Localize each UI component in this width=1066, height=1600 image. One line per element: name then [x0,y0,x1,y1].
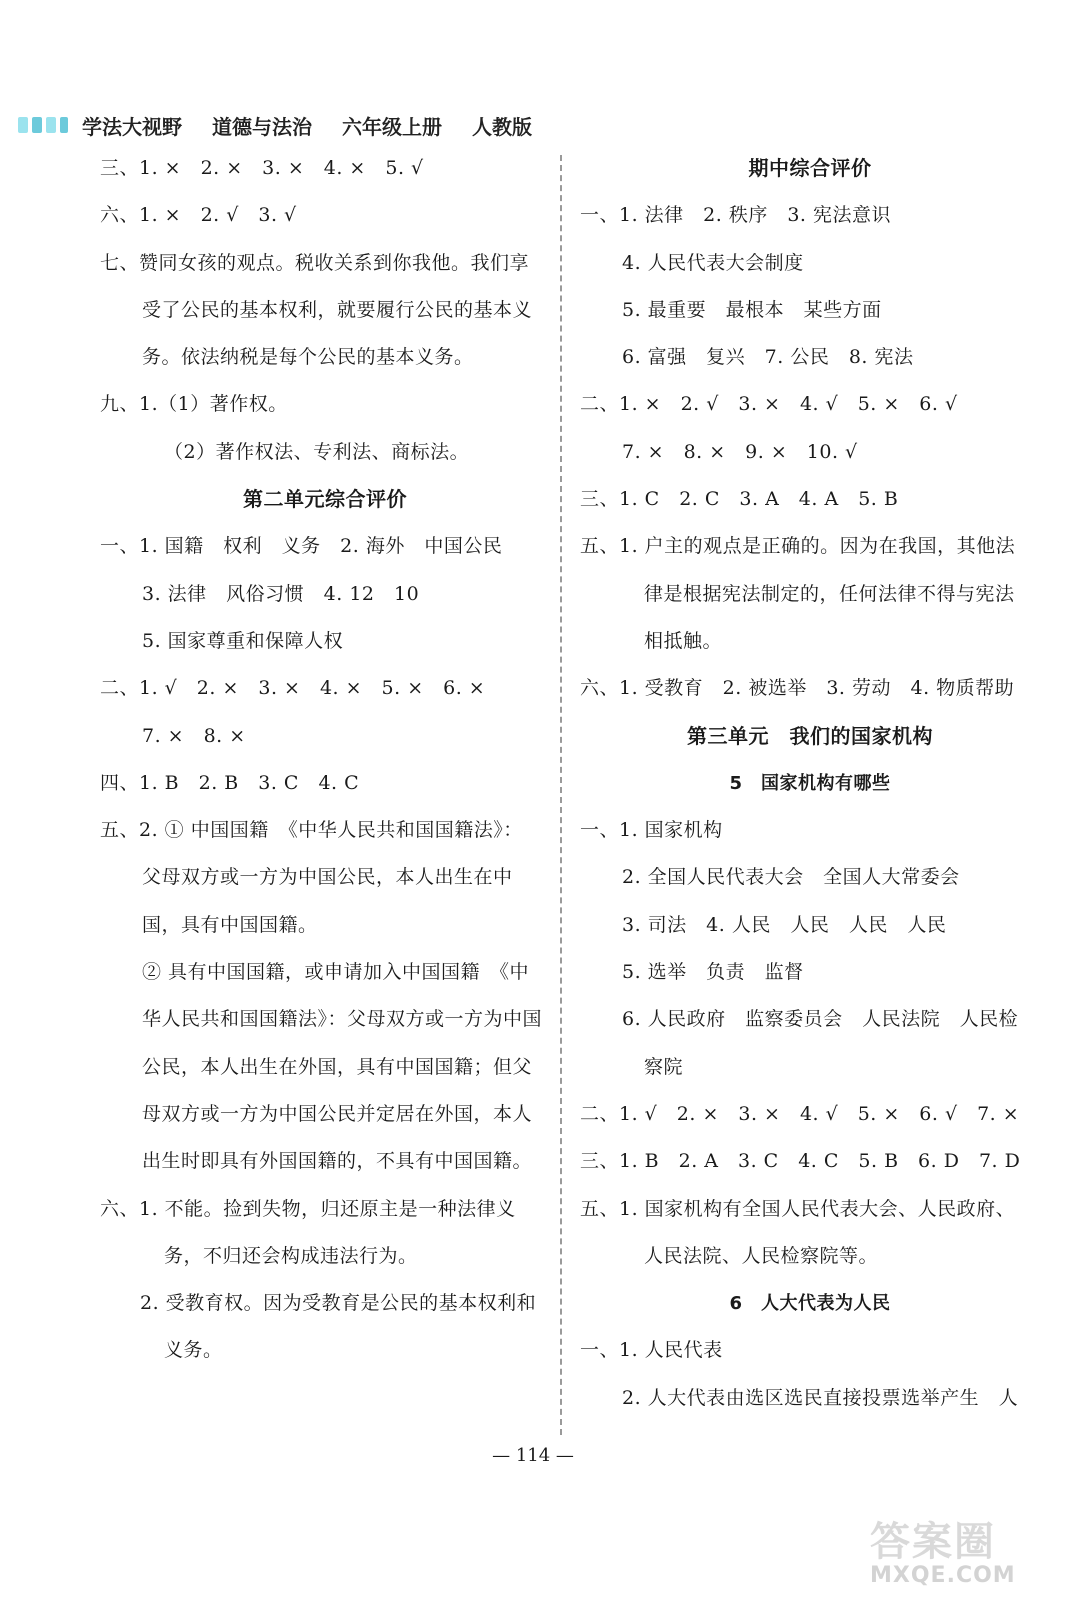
section-title: 第二单元综合评价 [243,487,407,512]
answer-line: 三、1. B 2. A 3. C 4. C 5. B 6. D 7. D [580,1150,1021,1173]
answer-line: 2. 全国人民代表大会 全国人大常委会 [622,866,960,889]
watermark-text: 答案圈 [870,1519,996,1565]
answer-line: 六、1. × 2. √ 3. √ [100,204,297,227]
answer-line: ② 具有中国国籍，或申请加入中国国籍 《中 [142,961,530,984]
lesson-title: 5 国家机构有哪些 [729,772,891,794]
answer-line: 6. 富强 复兴 7. 公民 8. 宪法 [622,346,914,369]
answer-line: 务。依法纳税是每个公民的基本义务。 [142,346,474,369]
answer-line: 公民，本人出生在外国，具有中国国籍；但父 [142,1055,533,1078]
answer-line: 相抵触。 [644,629,723,652]
answer-line: 六、1. 不能。捡到失物，归还原主是一种法律义 [100,1197,516,1220]
answer-line: 人民法院、人民检察院等。 [644,1244,879,1267]
watermark-url: MXQE.COM [870,1563,1016,1588]
answer-line: 义务。 [164,1339,223,1362]
column-divider [560,155,562,1435]
book-logo-icon [18,114,70,136]
answer-line: 受了公民的基本权利，就要履行公民的基本义 [142,298,533,321]
answer-line: 5. 国家尊重和保障人权 [142,629,344,652]
answer-line: 三、1. × 2. × 3. × 4. × 5. √ [100,157,424,179]
book-title: 学法大视野 [82,114,182,139]
right-column [580,145,1040,1422]
answer-line: 二、1. √ 2. × 3. × 4. √ 5. × 6. √ 7. × [580,1102,1020,1125]
edition-label: 人教版 [472,114,532,139]
answer-line: 出生时即具有外国国籍的，不具有中国国籍。 [142,1150,533,1173]
answer-line: 务，不归还会构成违法行为。 [164,1244,418,1267]
answer-line: 三、1. C 2. C 3. A 4. A 5. B [580,488,899,511]
answer-line: 律是根据宪法制定的，任何法律不得与宪法 [644,582,1015,605]
answer-line: 一、1. 国籍 权利 义务 2. 海外 中国公民 [100,535,503,558]
answer-line: 二、1. √ 2. × 3. × 4. × 5. × 6. × [100,677,486,700]
subject-label: 道德与法治 [212,114,312,139]
page-number: — 114 — [492,1445,574,1466]
answer-line: 7. × 8. × 9. × 10. √ [622,440,858,463]
answer-line: （2）著作权法、专利法、商标法。 [164,440,470,463]
answer-line: 四、1. B 2. B 3. C 4. C [100,771,360,794]
answer-line: 察院 [644,1055,684,1078]
answer-line: 五、2. ① 中国国籍 《中华人民共和国国籍法》： [100,819,523,842]
left-column [100,145,550,1375]
answer-line: 五、1. 国家机构有全国人民代表大会、人民政府、 [580,1197,1016,1220]
grade-label: 六年级上册 [342,114,442,139]
answer-line: 2. 人大代表由选区选民直接投票选举产生 人 [622,1386,1019,1409]
watermark-logo [870,1510,1055,1595]
answer-line: 五、1. 户主的观点是正确的。因为在我国，其他法 [580,535,1016,558]
answer-line: 2. 受教育权。因为受教育是公民的基本权利和 [140,1292,537,1315]
answer-line: 七、赞同女孩的观点。税收关系到你我他。我们享 [100,251,530,274]
answer-line: 父母双方或一方为中国公民，本人出生在中 [142,866,513,889]
section-title: 第三单元 我们的国家机构 [687,723,933,748]
lesson-title: 6 人大代表为人民 [729,1293,891,1315]
answer-line: 九、1.（1）著作权。 [100,393,288,416]
answer-line: 7. × 8. × [142,724,246,747]
answer-line: 华人民共和国国籍法》：父母双方或一方为中国 [142,1008,543,1031]
answer-line: 5. 选举 负责 监督 [622,961,804,984]
answer-line: 二、1. × 2. √ 3. × 4. √ 5. × 6. √ [580,393,958,416]
answer-line: 3. 法律 风俗习惯 4. 12 10 [142,582,420,605]
answer-line: 一、1. 法律 2. 秩序 3. 宪法意识 [580,204,892,227]
answer-line: 3. 司法 4. 人民 人民 人民 人民 [622,913,947,936]
answer-line: 母双方或一方为中国公民并定居在外国，本人 [142,1102,533,1125]
answer-line: 4. 人民代表大会制度 [622,251,804,274]
answer-line: 6. 人民政府 监察委员会 人民法院 人民检 [622,1008,1019,1031]
answer-line: 5. 最重要 最根本 某些方面 [622,298,882,321]
answer-line: 国，具有中国国籍。 [142,913,318,936]
answer-line: 一、1. 国家机构 [580,819,723,842]
page-header [18,110,562,140]
answer-line: 六、1. 受教育 2. 被选举 3. 劳动 4. 物质帮助 [580,677,1015,700]
section-title: 期中综合评价 [748,156,872,180]
answer-line: 一、1. 人民代表 [580,1339,723,1362]
